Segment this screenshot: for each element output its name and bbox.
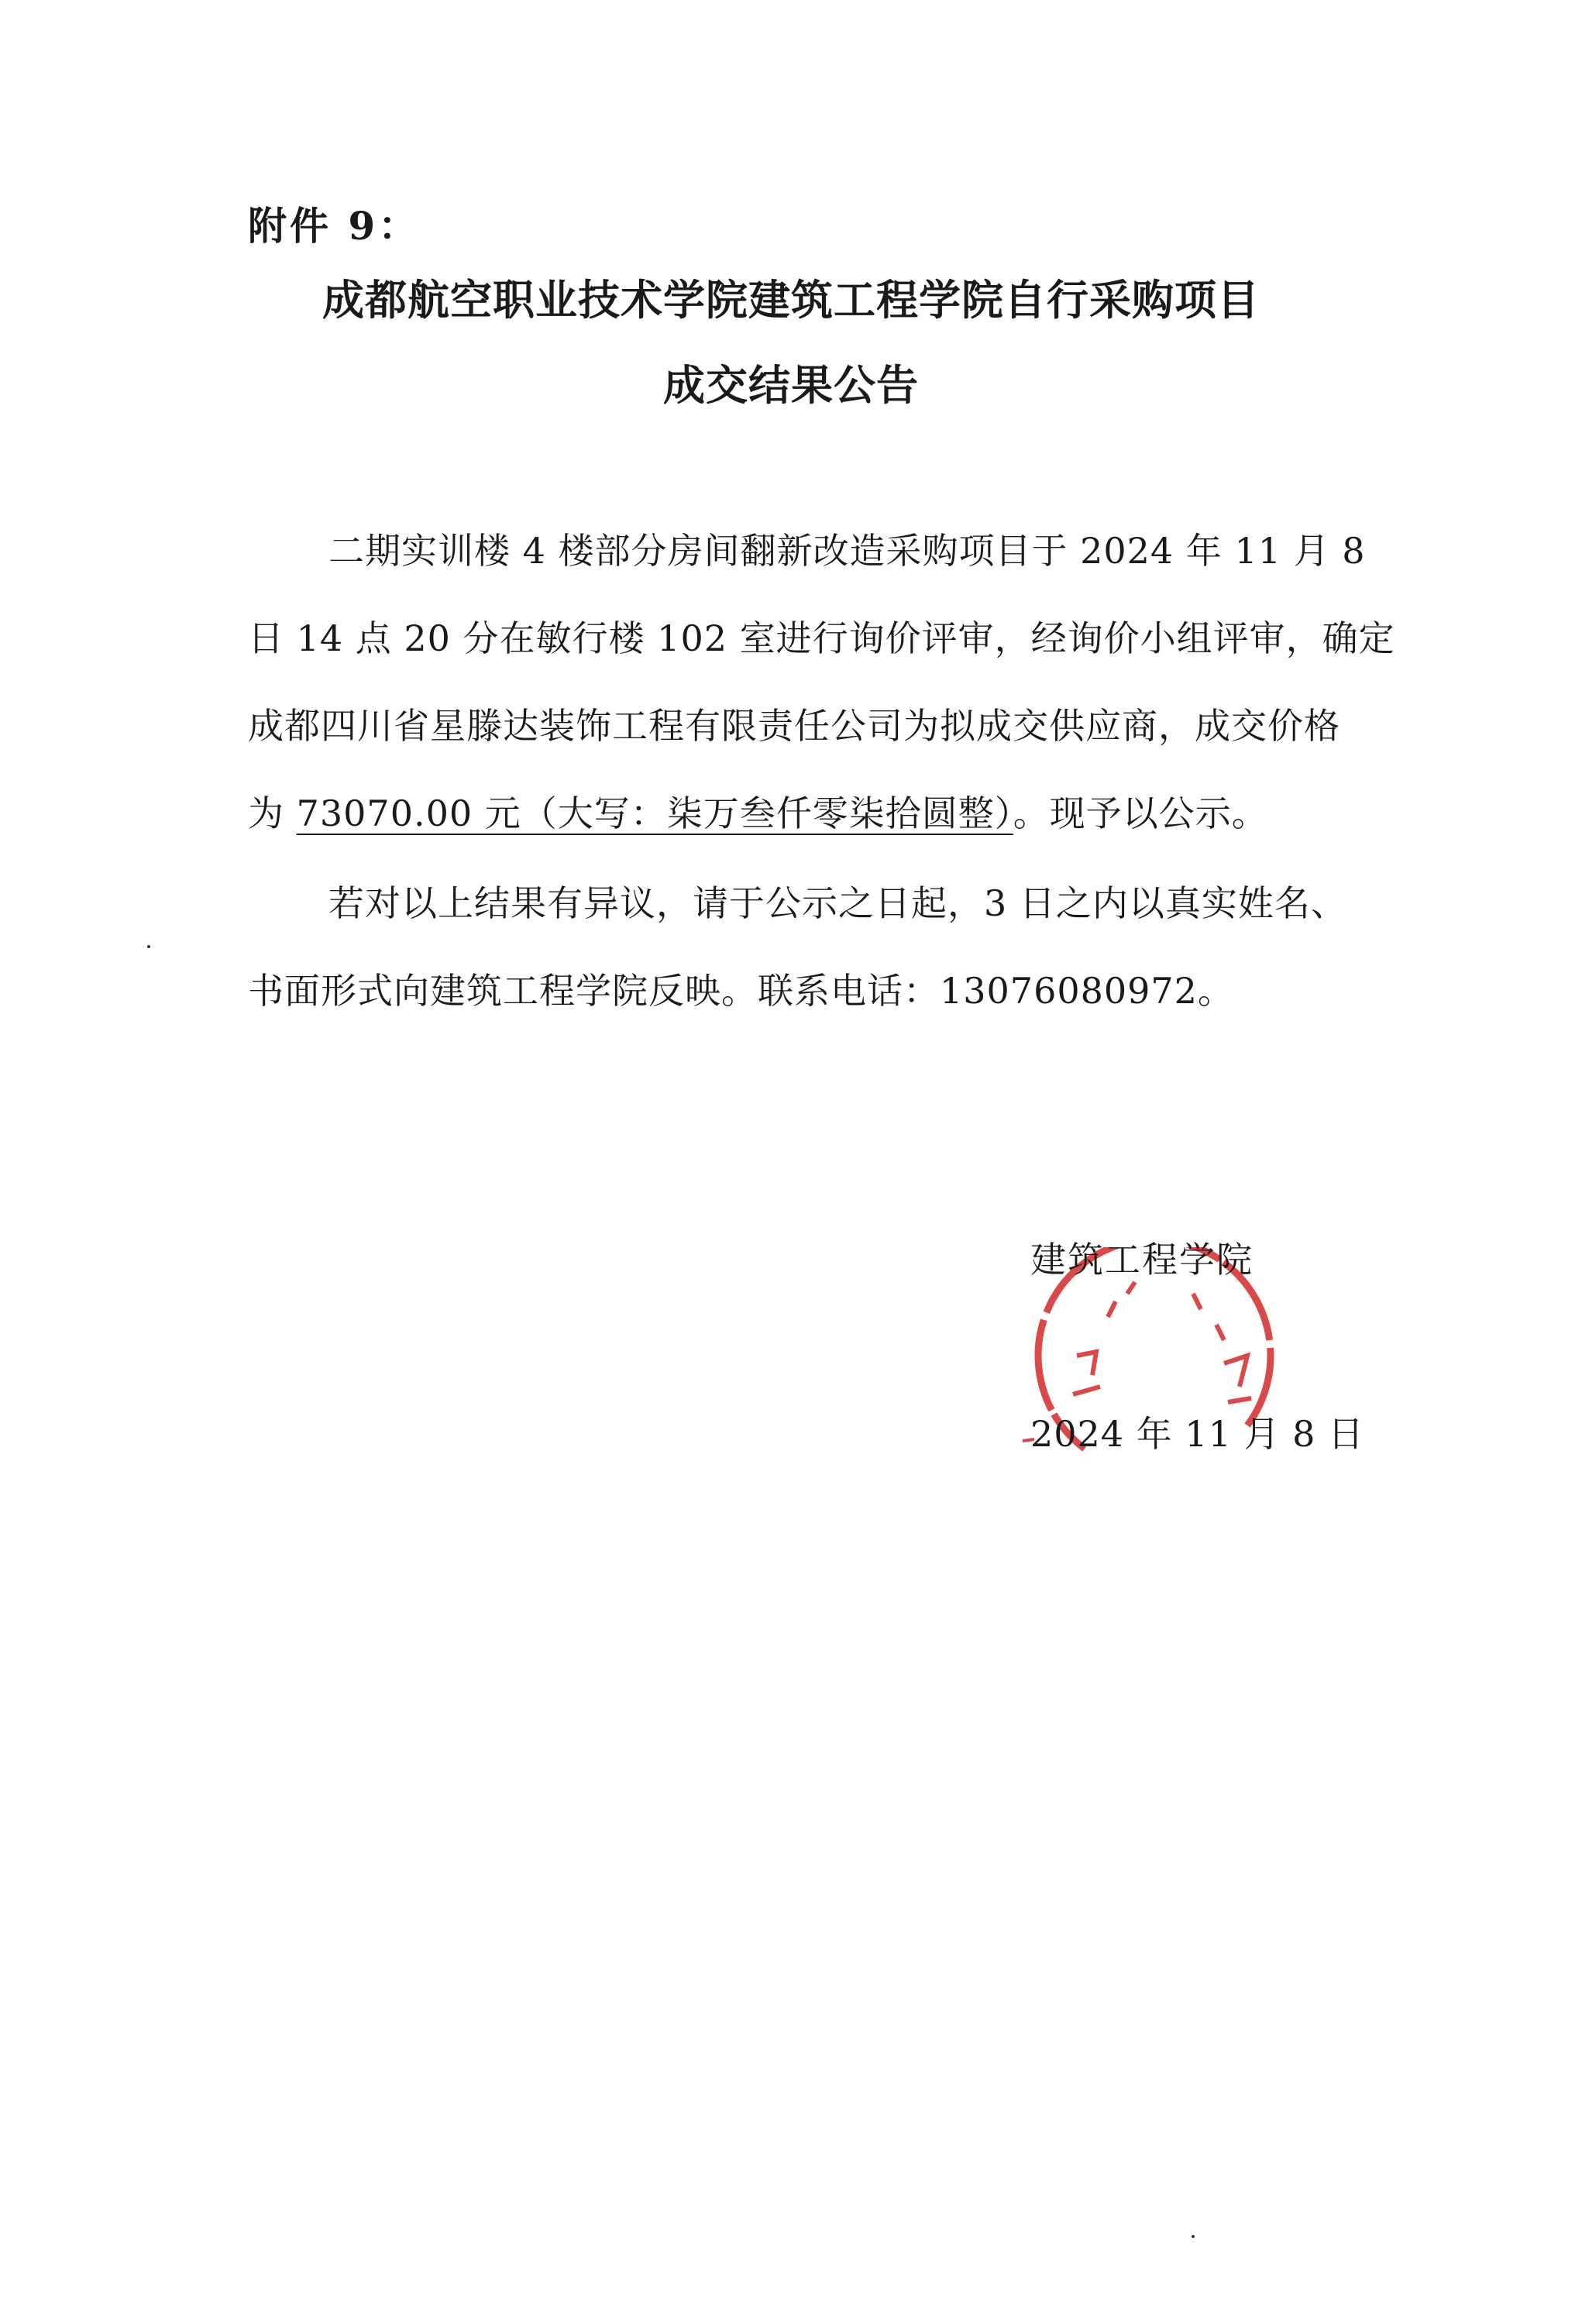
amount-suffix: 。现予以公示。: [1013, 792, 1268, 834]
result-paragraph: [248, 507, 1395, 858]
scan-speck: [1192, 2235, 1195, 2238]
issue-date: 2024 年 11 月 8 日: [1030, 1413, 1364, 1455]
paragraph-line: 若对以上结果有异议，请于公示之日起，3 日之内以真实姓名、: [328, 882, 1347, 924]
scan-speck: [147, 945, 150, 948]
amount-prefix: 为: [248, 792, 297, 834]
signature-block: [1030, 1232, 1364, 1464]
announcement-title-line2: 成交结果公告: [663, 361, 919, 410]
issuing-organization: 建筑工程学院: [1030, 1239, 1254, 1281]
paragraph-line: 成都四川省星滕达装饰工程有限责任公司为拟成交供应商，成交价格: [248, 705, 1340, 747]
attachment-label: 附件 9：: [248, 203, 421, 249]
paragraph-line: 书面形式向建筑工程学院反映。联系电话：13076080972。: [248, 970, 1234, 1012]
paragraph-line: [248, 770, 1364, 858]
paragraph-line: 日 14 点 20 分在敏行楼 102 室进行询价评审，经询价小组评审，确定: [248, 617, 1395, 659]
objection-paragraph: [248, 860, 1364, 1035]
transaction-amount: 73070.00 元（大写：柒万叁仟零柒拾圆整）: [296, 792, 1013, 834]
announcement-title-line1: 成都航空职业技术学院建筑工程学院自行采购项目: [322, 276, 1260, 325]
paragraph-line: 二期实训楼 4 楼部分房间翻新改造采购项目于 2024 年 11 月 8: [328, 530, 1366, 572]
